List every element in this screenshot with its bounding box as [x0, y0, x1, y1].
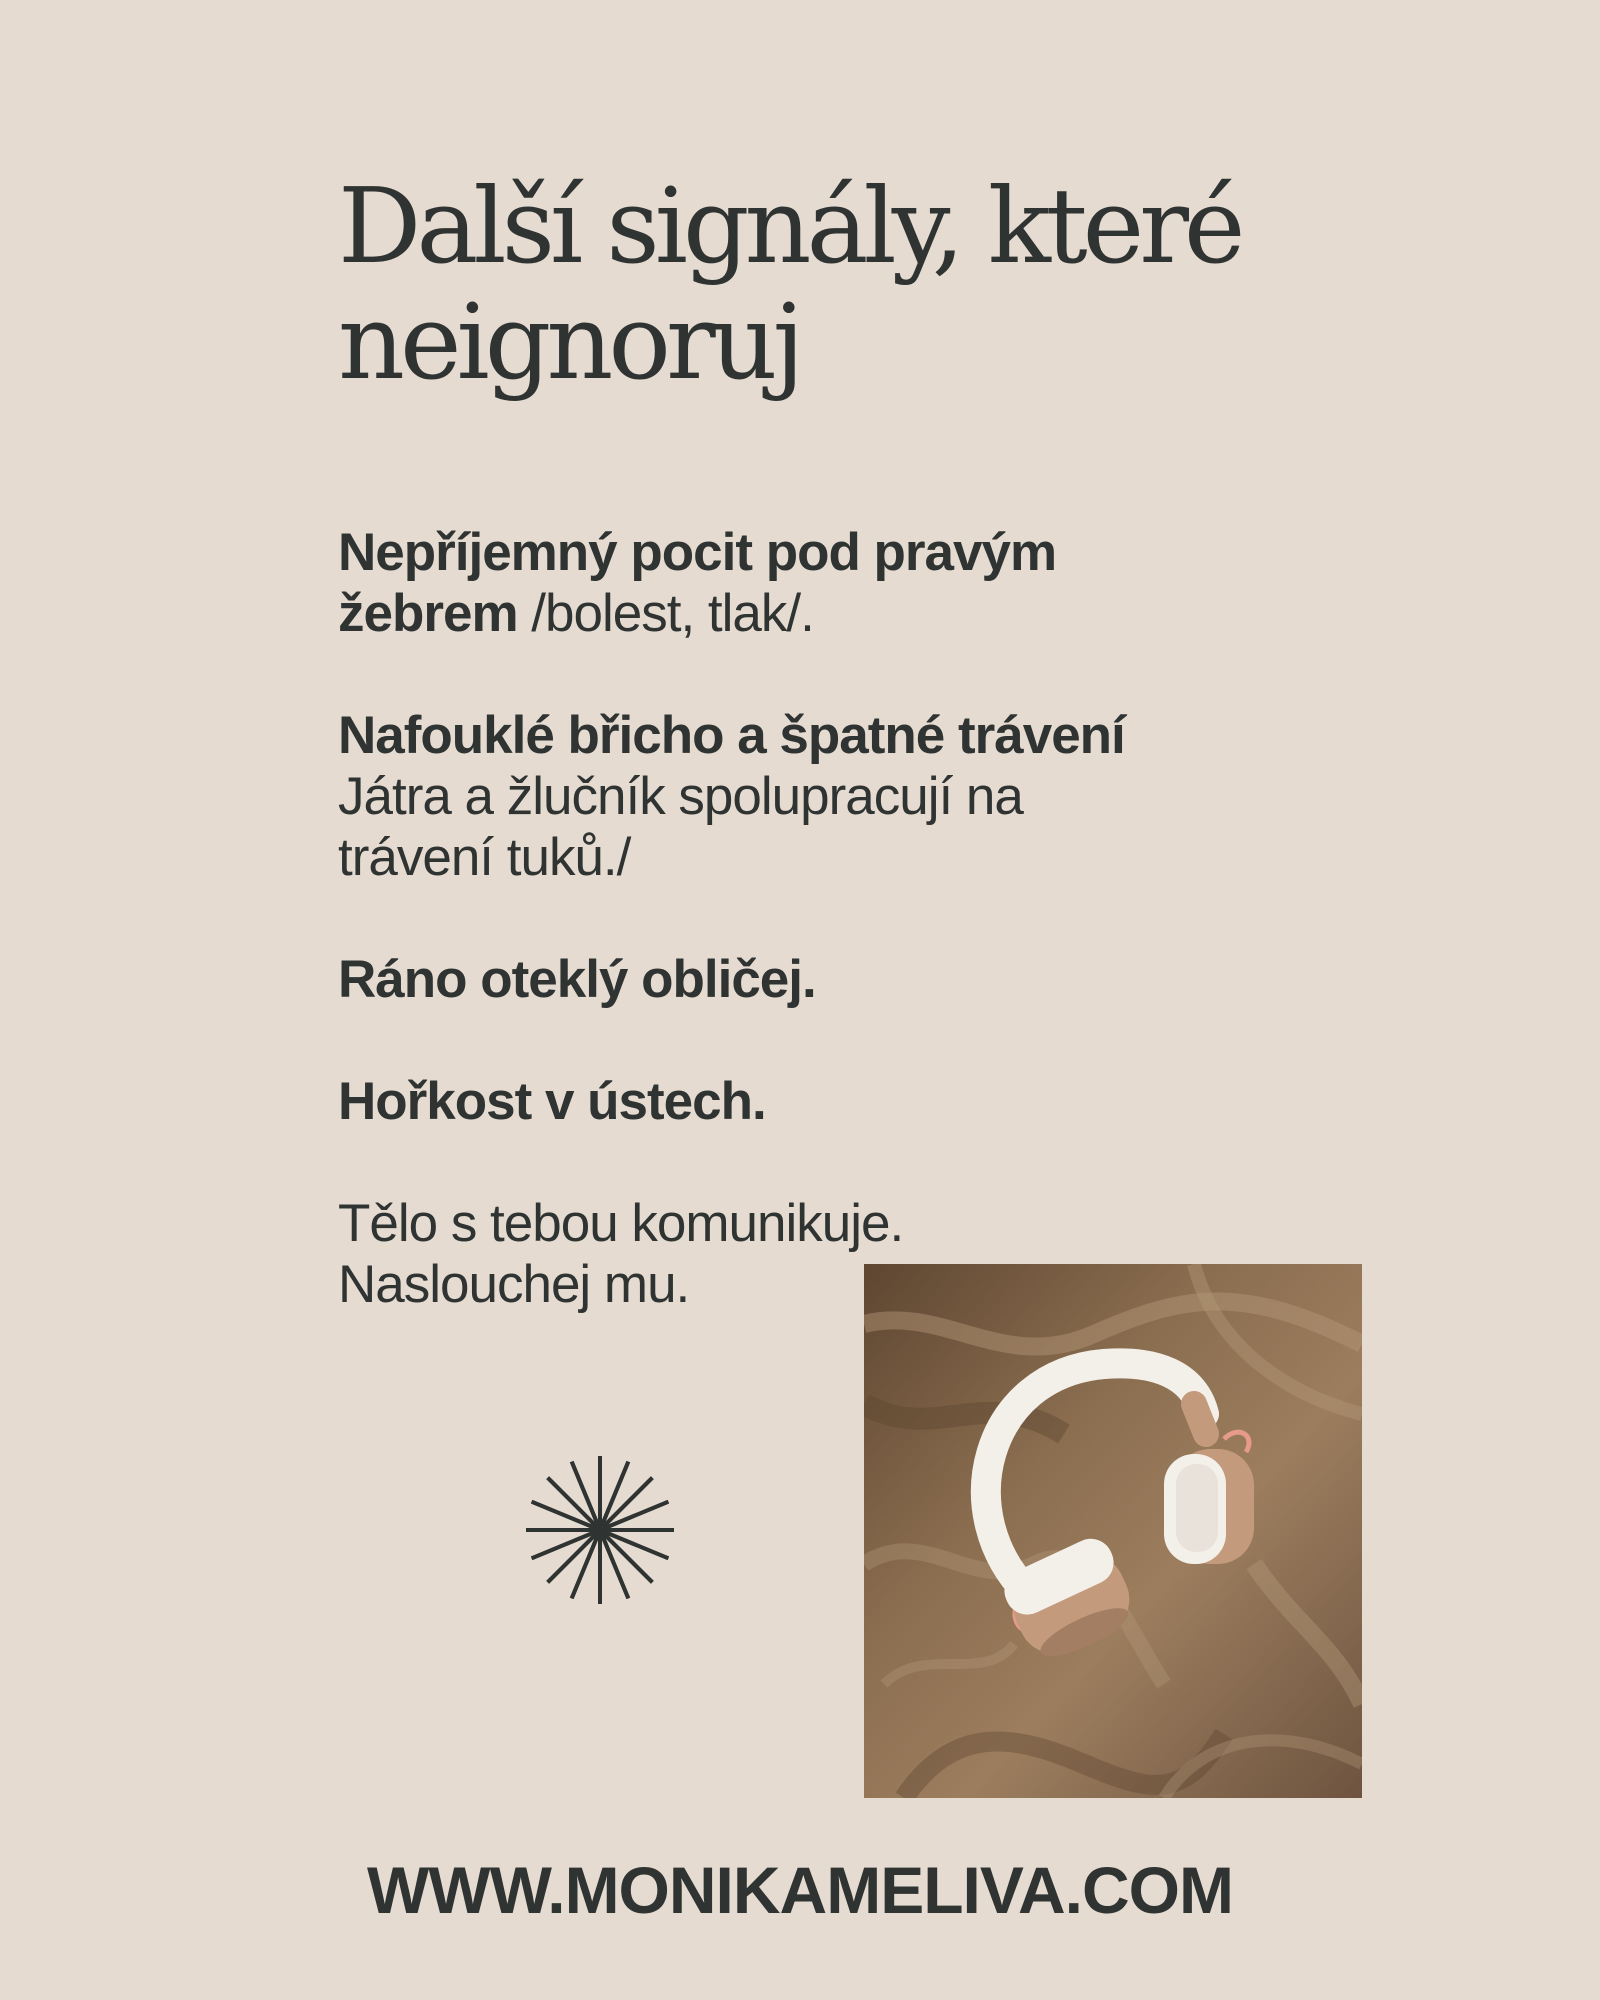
page-title: [338, 165, 1338, 403]
signal-rib-pain-heading-line-1: Nepříjemný pocit pod pravým: [338, 523, 1057, 582]
signal-bitter-taste: [338, 1071, 1238, 1132]
signals-list: [338, 522, 1238, 1315]
closing-line-1: Tělo s tebou komunikuje.: [338, 1194, 904, 1253]
signal-swollen-face: [338, 949, 1238, 1010]
title-line-2: neignoruj: [338, 281, 800, 403]
signal-rib-pain-heading-line-2: žebrem: [338, 584, 518, 643]
signal-rib-pain: [338, 522, 1238, 644]
signal-bitter-taste-heading: Hořkost v ústech.: [338, 1072, 766, 1131]
closing-line-2: Naslouchej mu.: [338, 1255, 690, 1314]
signal-bloating-detail-line-2: trávení tuků./: [338, 828, 631, 887]
signal-bloating-heading: Nafouklé břicho a špatné trávení: [338, 706, 1125, 765]
website-url: WWW.MONIKAMELIVA.COM: [367, 1853, 1233, 1927]
title-line-1: Další signály, které: [338, 165, 1241, 287]
signal-rib-pain-detail: /bolest, tlak/.: [517, 584, 814, 643]
headphones-photo: [864, 1264, 1362, 1798]
fabric-background: [864, 1264, 1362, 1798]
right-ear-cup: [1164, 1449, 1254, 1564]
signal-rib-pain-line-2: [338, 583, 1238, 644]
signal-swollen-face-heading: Ráno oteklý obličej.: [338, 950, 816, 1009]
signal-bloating: [338, 705, 1238, 888]
signal-bloating-detail-line-1: Játra a žlučník spolupracují na: [338, 767, 1023, 826]
sunburst-icon: [524, 1454, 676, 1606]
